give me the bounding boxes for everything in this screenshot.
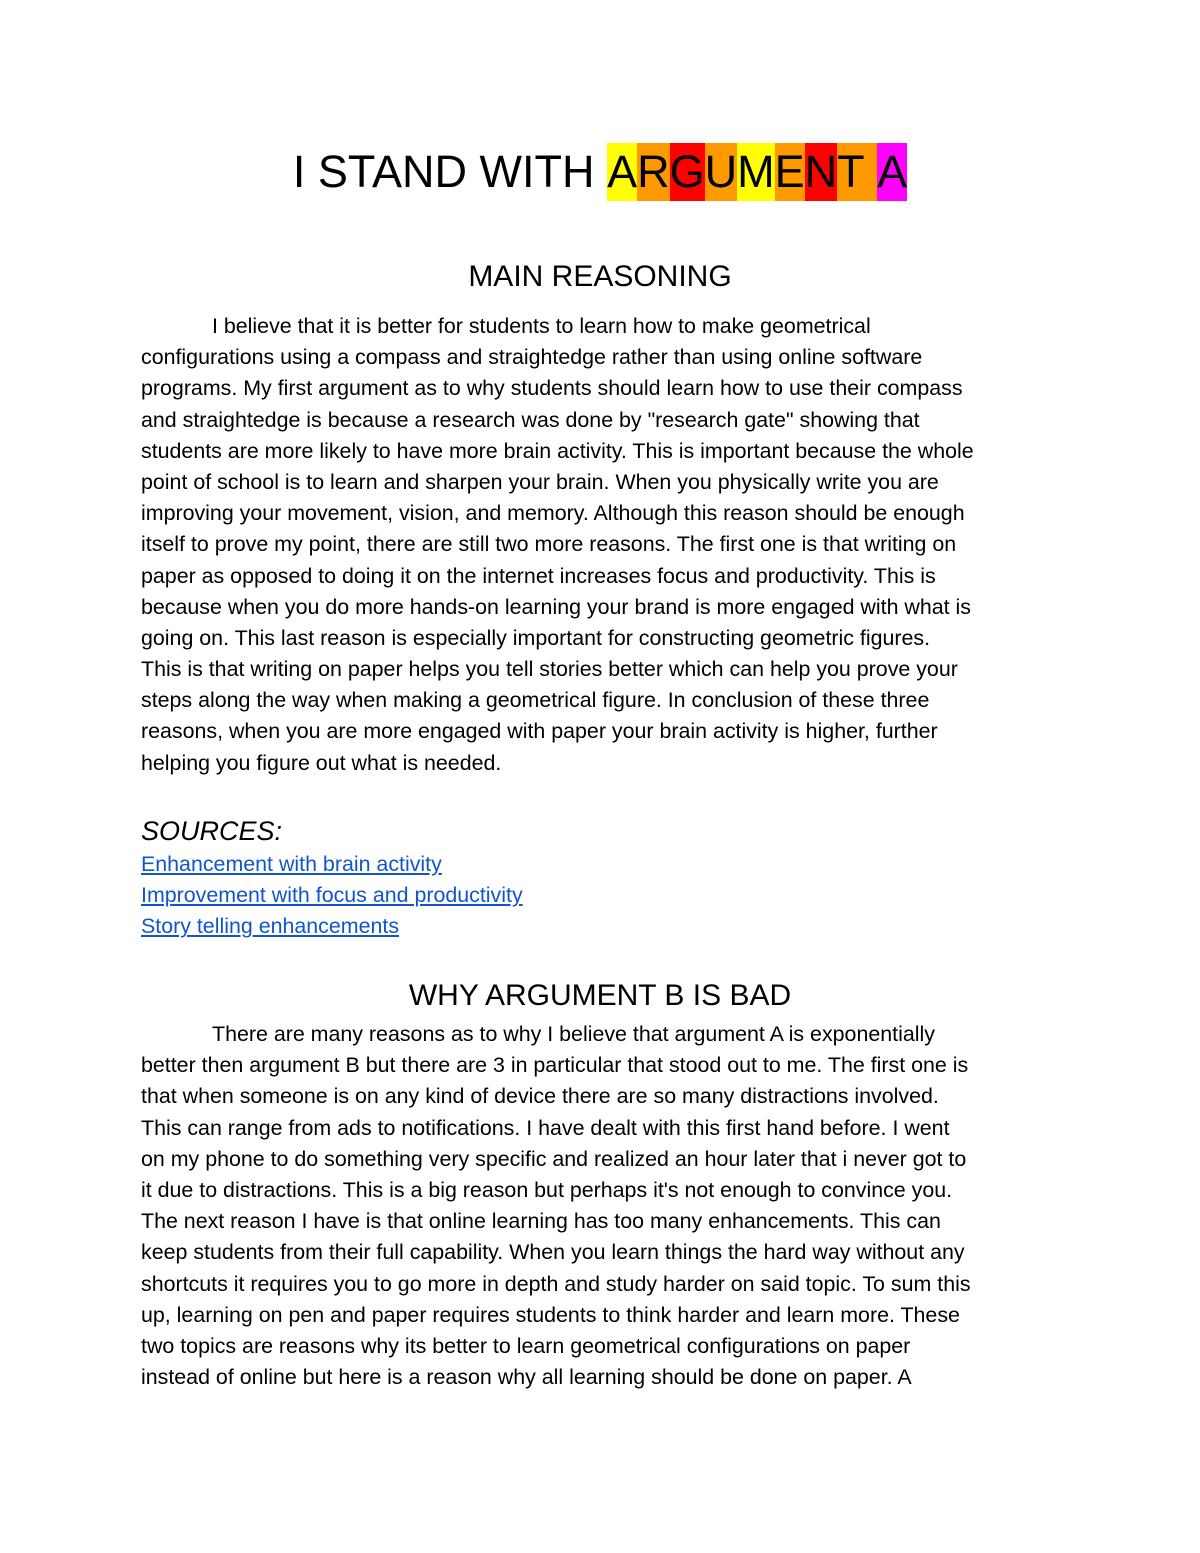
- paragraph-line: and straightedge is because a research was done by "research gate" showing that: [141, 407, 920, 432]
- paragraph-line: on my phone to do something very specific and realized an hour later that i never got to: [141, 1146, 967, 1171]
- paragraph-line: This is that writing on paper helps you tell stories better which can help you prove your: [141, 657, 958, 682]
- main-reasoning-paragraph: [141, 311, 1071, 779]
- title-highlight-letter: [865, 143, 878, 201]
- source-link-story-telling[interactable]: Story telling enhancements: [141, 914, 400, 939]
- source-link-brain-activity[interactable]: Enhancement with brain activity: [141, 852, 442, 876]
- paragraph-line: programs. My first argument as to why students should learn how to use their compass: [141, 376, 963, 401]
- paragraph-line: it due to distractions. This is a big reason but perhaps it's not enough to convince you.: [141, 1177, 953, 1202]
- title-highlight-letter: E: [775, 143, 805, 201]
- paragraph-line: The next reason I have is that online learning has too many enhancements. This can: [141, 1209, 941, 1234]
- page-title: [0, 143, 1200, 201]
- paragraph-line: steps along the way when making a geometrical figure. In conclusion of these three: [141, 688, 930, 713]
- paragraph-line: that when someone is on any kind of device there are so many distractions involved.: [141, 1084, 939, 1109]
- title-highlight-letter: R: [637, 143, 670, 201]
- sources-list: [141, 849, 523, 943]
- title-highlight-letter: G: [670, 143, 705, 201]
- paragraph-line: point of school is to learn and sharpen your brain. When you physically write you are: [141, 469, 939, 494]
- paragraph-line: better then argument B but there are 3 in particular that stood out to me. The first one is: [141, 1053, 969, 1078]
- sources-label: SOURCES:: [141, 816, 283, 846]
- paragraph-line: keep students from their full capability. When you learn things the hard way without any: [141, 1240, 965, 1265]
- paragraph-line: up, learning on pen and paper requires students to think harder and learn more. These: [141, 1302, 960, 1327]
- title-highlighted-text: [607, 146, 907, 197]
- title-highlight-letter: A: [877, 143, 907, 201]
- paragraph-line: paper as opposed to doing it on the internet increases focus and productivity. This is: [141, 563, 936, 588]
- paragraph-line: reasons, when you are more engaged with paper your brain activity is higher, further: [141, 719, 938, 744]
- paragraph-line: because when you do more hands-on learning your brand is more engaged with what is: [141, 594, 971, 619]
- paragraph-line: two topics are reasons why its better to learn geometrical configurations on paper: [141, 1333, 911, 1358]
- title-highlight-letter: M: [737, 143, 775, 201]
- paragraph-line: itself to prove my point, there are still two more reasons. The first one is that writing on: [141, 532, 957, 557]
- paragraph-line: configurations using a compass and straightedge rather than using online software: [141, 345, 923, 370]
- paragraph-line: helping you figure out what is needed.: [141, 750, 502, 775]
- source-link-focus-productivity[interactable]: Improvement with focus and productivity: [141, 883, 523, 908]
- why-argument-b-paragraph: [141, 1019, 1071, 1393]
- title-prefix: I STAND WITH: [292, 146, 595, 197]
- paragraph-line: There are many reasons as to why I believe that argument A is exponentially: [212, 1022, 935, 1046]
- paragraph-line: going on. This last reason is especially important for constructing geometric figures.: [141, 625, 931, 650]
- paragraph-line: shortcuts it requires you to go more in depth and study harder on said topic. To sum this: [141, 1271, 971, 1296]
- paragraph-line: improving your movement, vision, and memory. Although this reason should be enough: [141, 501, 965, 526]
- paragraph-line: students are more likely to have more brain activity. This is important because the whole: [141, 438, 974, 463]
- title-highlight-letter: N: [805, 143, 838, 201]
- paragraph-line: instead of online but here is a reason why all learning should be done on paper. A: [141, 1365, 912, 1390]
- title-highlight-letter: U: [705, 143, 738, 201]
- title-highlight-letter: T: [837, 143, 865, 201]
- paragraph-line: This can range from ads to notifications. I have dealt with this first hand before. I went: [141, 1115, 950, 1140]
- why-argument-b-heading: WHY ARGUMENT B IS BAD: [408, 979, 792, 1012]
- paragraph-line: I believe that it is better for students to learn how to make geometrical: [212, 314, 871, 338]
- main-reasoning-heading: MAIN REASONING: [468, 260, 732, 293]
- title-highlight-letter: A: [607, 143, 637, 201]
